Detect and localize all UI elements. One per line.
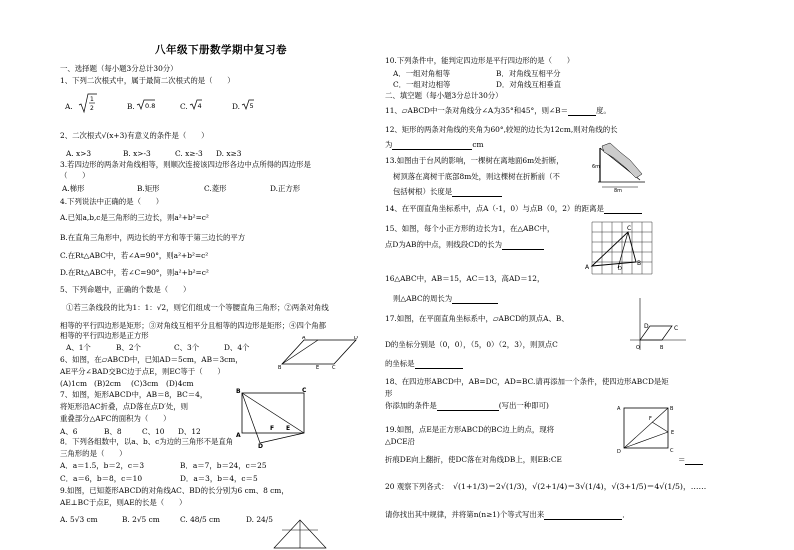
q6-option-c: (C)3cm	[131, 379, 159, 388]
svg-text:D: D	[258, 443, 263, 449]
q6-line-1: 6、如图，在▱ABCD中，已知AD＝5cm，AB＝3cm，	[60, 355, 243, 364]
q15-blank	[502, 240, 544, 250]
q13-line-3	[393, 187, 502, 197]
svg-text:A: A	[302, 336, 306, 341]
q13-blank	[452, 187, 502, 197]
q3-option-b: B.矩形	[137, 184, 160, 193]
q2-stem: 2、二次根式√(x+3)有意义的条件是（ ）	[60, 131, 209, 140]
q11-unit: 度。	[596, 106, 611, 115]
q13-text: 包括树根）长度是	[393, 187, 453, 196]
q17-coordinate-figure	[628, 296, 688, 352]
q3-option-a: A.梯形	[62, 184, 85, 193]
q8-line-1: 8．下列各组数中，以a、b、c为边的三角形不是直角	[60, 437, 234, 446]
q8-option-c: C．a＝6，b＝8，c＝10	[60, 474, 143, 483]
q17-line-1: 17.如图，在平面直角坐标系中，▱ABCD的顶点A、B、	[385, 314, 569, 323]
q8-option-d: D．a＝3，b＝4，c＝5	[180, 474, 258, 483]
q2-option-c: C. x≥-3	[175, 149, 203, 158]
q12-blank	[392, 140, 472, 150]
q15-line-2	[385, 240, 544, 250]
q4-option-b: B.在直角三角形中，两边长的平方和等于第三边长的平方	[60, 233, 246, 242]
q9-line-1: 9.如图，已知菱形ABCD的对角线AC、BD的长分别为6 cm、8 cm，	[60, 486, 289, 495]
svg-text:E: E	[286, 425, 291, 432]
svg-text:F: F	[649, 416, 652, 422]
q10-option-c: C．一组对边相等	[393, 80, 451, 89]
q7-line-2: 将矩形沿AC折叠，点D落在点D′处，则	[60, 402, 188, 411]
q13-broken-tree-figure	[590, 140, 650, 192]
q13-line-2: 树顶落在离树干底部8m处，则这棵树在折断前（不	[393, 172, 560, 181]
q3-option-d: D.正方形	[270, 184, 301, 193]
q9-option-b: B. 2√5 cm	[122, 515, 160, 524]
q7-rectangle-fold-figure	[232, 385, 312, 449]
q12-text: 为	[385, 140, 393, 149]
q12-line-1: 12、矩形的两条对角线的夹角为60°,较短的边长为12cm,则对角线的长	[385, 125, 618, 134]
q1-option-c: C.	[180, 102, 188, 111]
q17-text: 的坐标是	[385, 359, 415, 368]
q9-line-2: AE⊥BC于点E，则AE的长是（ ）	[60, 498, 187, 507]
svg-text:A: A	[236, 432, 241, 439]
svg-text:E: E	[316, 365, 320, 370]
q10-option-d: D．对角线互相垂直	[496, 80, 562, 89]
q5-line-1: ①若三条线段的比为1：1：√2，则它们组成一个等腰直角三角形；②两条对角线	[66, 303, 329, 312]
q1-stem: 1、下列二次根式中，属于最简二次根式的是（ ）	[60, 76, 235, 85]
q15-text: 点D为AB的中点，则线段CD的长为	[385, 240, 502, 249]
q5-option-b: B、2个	[116, 343, 141, 352]
svg-text:D: D	[644, 323, 649, 330]
q9-option-c: C. 48/5 cm	[180, 515, 221, 524]
q1-option-d: D.	[232, 102, 241, 111]
q8-option-a: A．a＝1.5，b＝2，c＝3	[60, 461, 145, 470]
svg-text:B: B	[278, 365, 282, 370]
q6-option-d: (D)4cm	[166, 379, 194, 388]
svg-text:B: B	[236, 388, 241, 395]
q6-parallelogram-figure	[278, 336, 360, 370]
q5-line-3: 相等的平行四边形是正方形	[60, 331, 149, 340]
q15-grid-figure	[584, 218, 664, 278]
q13-distance-label: 8m	[614, 188, 623, 192]
q20-line-2	[385, 510, 630, 520]
q1-option-b: B.	[127, 102, 135, 111]
q7-option-b: B、8	[104, 427, 122, 436]
q20-blank	[544, 510, 622, 520]
svg-text:A: A	[617, 406, 621, 412]
q2-option-d: D. x≥3	[216, 149, 242, 158]
q20-period: ．	[622, 510, 630, 519]
q14-blank	[604, 204, 642, 214]
q7-line-1: 7、如图，矩形ABCD中，AB＝8，BC＝4，	[60, 390, 208, 399]
q19-line-1: 19.如图，点E是正方形ABCD的BC边上的点，现将	[385, 425, 555, 434]
q19-square-figure	[616, 402, 678, 454]
q6-option-b: (B)2cm	[94, 379, 122, 388]
q10-option-b: B．对角线互相平分	[496, 69, 561, 78]
q18-line-1: 18、在四边形ABCD中，AB=DC，AD=BC.请再添加一个条件，使四边形ABCD是矩	[385, 377, 669, 386]
svg-text:2: 2	[90, 105, 94, 112]
svg-text:O: O	[636, 345, 640, 351]
q4-option-c: C.在Rt△ABC中，若∠A=90°，则a²+b²=c²	[60, 251, 209, 260]
q20-expression: √(1+1/3)＝2√(1/3)，√(2+1/4)＝3√(1/4)，√(3+1/5)＝4√(1/5)，……	[453, 482, 707, 491]
svg-text:D: D	[618, 266, 622, 272]
q19-blank	[685, 455, 703, 465]
section-2-heading: 二、填空题（每小题3分总计30分）	[385, 91, 503, 100]
svg-text:C: C	[302, 387, 307, 394]
q20-stem: 20 观察下列各式：	[385, 482, 449, 491]
q14-stem	[385, 204, 642, 214]
q7-line-3: 重叠部分△AFC的面积为（ ）	[60, 414, 171, 423]
q14-text: 14、在平面直角坐标系中，点A（-1，0）与点B（0，2）的距离是	[385, 204, 604, 213]
q6-option-a: (A)1cm	[60, 379, 87, 388]
q9-option-a: A. 5√3 cm	[60, 515, 98, 524]
q5-option-a: A、1个	[66, 343, 91, 352]
q1-radical-c	[189, 99, 203, 111]
q6-line-2: AE平分∠BAD交BC边于点E，则EC等于（ ）	[60, 367, 225, 376]
q19-equals: ＝	[678, 455, 686, 464]
q19-line-2: △DCE沿	[385, 437, 416, 446]
q18-hint: (写出一种即可)	[498, 401, 549, 410]
q12-unit: cm	[472, 140, 484, 149]
q1-radical-b	[136, 99, 156, 111]
q17-line-2: D的坐标分别是（0，0），（5，0）（2，3），则顶点C	[385, 340, 558, 349]
q3-stem-paren: （ ）	[60, 171, 90, 180]
q5-option-c: C、3个	[174, 343, 200, 352]
q5-option-d: D、4个	[224, 343, 250, 352]
q13-height-label: 6m	[592, 164, 601, 170]
svg-text:C: C	[670, 448, 674, 454]
q12-line-2	[385, 140, 484, 150]
q8-option-b: B．a＝7，b＝24，c＝25	[180, 461, 267, 470]
q4-option-a: A.已知a,b,c是三角形的三边长，则a²+b²=c²	[60, 213, 209, 222]
q1-radical-a	[78, 92, 98, 114]
q7-option-a: A、6	[60, 427, 78, 436]
svg-text:A: A	[585, 264, 590, 271]
exam-title: 八年级下册数学期中复习卷	[155, 44, 287, 56]
q18-text: 你添加的条件是	[385, 401, 437, 410]
q4-stem: 4.下列说法中正确的是（ ）	[60, 197, 164, 206]
q13-line-1: 13.如图由于台风的影响，一棵树在离地面6m处折断，	[385, 156, 564, 165]
svg-text:0.8: 0.8	[145, 102, 156, 110]
q7-option-c: C、10	[142, 427, 165, 436]
q18-line-3	[385, 401, 549, 411]
q11-text: 11、▱ABCD中一条对角线分∠A为35°和45°，则∠B＝	[385, 106, 569, 115]
q9-option-d: D. 24/5	[246, 515, 273, 524]
q16-line-2	[393, 294, 498, 304]
q19-answer	[678, 455, 703, 465]
svg-text:B: B	[637, 260, 642, 267]
svg-text:D: D	[617, 449, 621, 454]
q4-option-d: D.在Rt△ABC中，若∠C=90°，则a²+b²=c²	[60, 268, 209, 277]
svg-text:C: C	[674, 325, 679, 332]
q2-option-b: B. x>-3	[123, 149, 151, 158]
svg-text:E: E	[671, 430, 675, 436]
svg-text:4: 4	[197, 102, 202, 110]
q16-line-1: 16△ABC中，AB＝15，AC＝13，高AD＝12，	[385, 274, 545, 283]
svg-text:C: C	[332, 365, 336, 370]
svg-text:C: C	[627, 225, 632, 232]
q7-option-d: D、12	[178, 427, 201, 436]
q3-option-c: C.菱形	[204, 184, 227, 193]
q1-radical-d	[241, 99, 255, 111]
q1-option-a: A.	[65, 102, 73, 111]
q3-stem: 3.若四边形的两条对角线相等，则顺次连接该四边形各边中点所得的四边形是	[60, 160, 311, 169]
svg-text:B: B	[670, 406, 674, 412]
q10-option-a: A．一组对角相等	[393, 69, 451, 78]
q11-stem	[385, 106, 611, 116]
svg-text:D: D	[354, 336, 358, 341]
q19-line-3: 折痕DE向上翻折，使DC落在对角线DB上，则EB:CE	[385, 455, 562, 464]
q15-line-1: 15、如图，每个小正方形的边长为1，在△ABC中，	[385, 224, 555, 233]
q8-line-2: 三角形的是（ ）	[60, 449, 127, 458]
section-1-heading: 一、选择题（每小题3分总计30分）	[60, 64, 178, 73]
q17-blank	[415, 359, 463, 369]
q10-stem: 10.下列条件中，能判定四边形是平行四边形的是（ ）	[385, 56, 575, 65]
svg-text:F: F	[270, 425, 275, 432]
q17-line-3	[385, 359, 463, 369]
q5-line-2: 相等的平行四边形是矩形；③对角线互相平分且相等的四边形是矩形；④四个角都	[60, 321, 327, 330]
svg-text:5: 5	[249, 102, 254, 110]
q9-rhombus-figure	[270, 518, 330, 550]
q18-line-2: 形	[385, 389, 393, 398]
svg-text:1: 1	[90, 96, 94, 103]
q5-stem: 5、下列命题中，正确的个数是（ ）	[60, 285, 191, 294]
svg-text:B: B	[660, 345, 664, 351]
q18-blank	[437, 401, 499, 411]
q16-text: 则△ABC的周长为	[393, 294, 453, 303]
q20-text: 请你找出其中规律，并将第n(n≥1)个等式写出来	[385, 510, 545, 519]
q16-blank	[452, 294, 498, 304]
q2-option-a: A. x>3	[66, 149, 92, 158]
q11-blank	[568, 106, 596, 116]
